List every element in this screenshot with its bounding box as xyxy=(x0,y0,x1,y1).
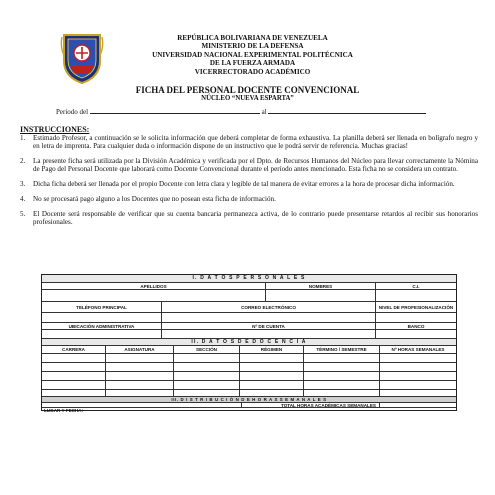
periodo-to-field[interactable] xyxy=(268,107,426,114)
lugar-fecha-row xyxy=(42,408,456,412)
horas-cell[interactable] xyxy=(380,354,456,362)
document-title: FICHA DEL PERSONAL DOCENTE CONVENCIONAL xyxy=(135,85,360,95)
column-header: CARRERA xyxy=(42,346,106,353)
carrera-cell[interactable] xyxy=(42,390,106,396)
document-subtitle: NÚCLEO “NUEVA ESPARTA” xyxy=(201,95,294,102)
header-line: MINISTERIO DE LA DEFENSA xyxy=(201,42,304,51)
horas-cell[interactable] xyxy=(380,363,456,371)
section-personal-header xyxy=(42,275,456,283)
list-item-text: No se procesará pago alguno a los Docentes que no posean esta ficha de información. xyxy=(33,195,276,204)
instructions-list xyxy=(20,134,478,233)
telefono-label: TELÉFONO PRINCIPAL xyxy=(42,302,162,312)
list-item-number: 5. xyxy=(20,210,26,219)
regimen-cell[interactable] xyxy=(240,372,304,380)
list-item-number: 1. xyxy=(20,134,26,142)
table-row[interactable] xyxy=(42,363,456,372)
header-line: UNIVERSIDAD NACIONAL EXPERIMENTAL POLITÉCNICA xyxy=(152,50,353,59)
column-header: TÉRMINO / SEMESTRE xyxy=(304,346,380,353)
termino-cell[interactable] xyxy=(304,390,380,396)
institution-header xyxy=(110,34,395,76)
seccion-cell[interactable] xyxy=(174,372,240,380)
horas-cell[interactable] xyxy=(380,372,456,380)
ci-label: C.I. xyxy=(412,283,420,289)
nombres-label: NOMBRES xyxy=(266,283,376,289)
seccion-cell[interactable] xyxy=(174,354,240,362)
section-title: III. D I S T R I B U C I Ó N D E H O R A S S E M A N A L E S xyxy=(171,397,327,402)
banco-field[interactable] xyxy=(376,330,456,338)
section-title: II. D A T O S D E D O C E N C I A xyxy=(191,338,307,345)
contact-input-row xyxy=(42,313,456,323)
list-item-number: 4. xyxy=(20,195,26,204)
total-horas-field[interactable] xyxy=(380,403,456,407)
apellidos-field[interactable] xyxy=(42,290,266,301)
correo-field[interactable] xyxy=(162,313,376,322)
nivel-label: NIVEL DE PROFESIONALIZACIÓN xyxy=(378,304,454,310)
section-docencia-header xyxy=(42,339,456,346)
names-label-row xyxy=(42,283,456,290)
ubicacion-label: UBICACIÓN ADMINISTRATIVA xyxy=(42,323,162,329)
table-row[interactable] xyxy=(42,354,456,363)
column-header: ASIGNATURA xyxy=(106,346,174,353)
list-item-text: El Docente será responsable de verificar que su cuenta bancaria permanezca activa, de lo contrario puede presentarse retardos al recibir sus honorarios profesionales. xyxy=(33,210,478,227)
list-item-text: Dicha ficha deberá ser llenada por el propio Docente con letra clara y legible de tal manera de evitar errores a la hora de procesar dicha información. xyxy=(33,180,455,189)
horas-cell[interactable] xyxy=(380,381,456,389)
university-logo-icon xyxy=(60,33,104,85)
list-item-text: La presente ficha será utilizada por la División Académica y verificada por el Dpto. de Recursos Humanos del Núcleo para llevar correctamente la Nómina de Pago del Personal Docente que laborará como Docente Convencional durante el período antes mencionado. Esta ficha no se considera un contrato. xyxy=(33,157,478,174)
periodo-to-label: al xyxy=(261,108,267,116)
column-header: Nº HORAS SEMANALES xyxy=(391,347,445,352)
regimen-cell[interactable] xyxy=(240,354,304,362)
column-header: SECCIÓN xyxy=(174,346,240,353)
regimen-cell[interactable] xyxy=(240,390,304,396)
periodo-from-field[interactable] xyxy=(90,107,260,114)
list-item xyxy=(20,210,478,227)
asignatura-cell[interactable] xyxy=(106,363,174,371)
contact-label-row xyxy=(42,302,456,313)
regimen-cell[interactable] xyxy=(240,381,304,389)
list-item-number: 3. xyxy=(20,180,26,189)
ci-field[interactable] xyxy=(376,290,456,301)
seccion-cell[interactable] xyxy=(174,381,240,389)
docencia-header-row xyxy=(42,346,456,354)
nivel-field[interactable] xyxy=(376,313,456,322)
cuenta-label: Nº DE CUENTA xyxy=(162,323,376,329)
ubicacion-field[interactable] xyxy=(42,330,162,338)
column-header: RÉGIMEN xyxy=(240,346,304,353)
list-item xyxy=(20,195,478,203)
header-line: DE LA FUERZA ARMADA xyxy=(209,59,296,68)
carrera-cell[interactable] xyxy=(42,354,106,362)
header-line: REPÚBLICA BOLIVARIANA DE VENEZUELA xyxy=(177,34,328,42)
periodo-row xyxy=(56,107,426,117)
bank-input-row xyxy=(42,330,456,339)
list-item xyxy=(20,157,478,174)
asignatura-cell[interactable] xyxy=(106,390,174,396)
telefono-field[interactable] xyxy=(42,313,162,322)
personal-data-form xyxy=(41,274,457,411)
carrera-cell[interactable] xyxy=(42,363,106,371)
section-title: I. D A T O S P E R S O N A L E S xyxy=(192,275,306,281)
termino-cell[interactable] xyxy=(304,363,380,371)
total-horas-spacer xyxy=(42,403,242,407)
header-line: VICERRECTORADO ACADÉMICO xyxy=(194,67,311,76)
regimen-cell[interactable] xyxy=(240,363,304,371)
nombres-field[interactable] xyxy=(266,290,376,301)
carrera-cell[interactable] xyxy=(42,372,106,380)
asignatura-cell[interactable] xyxy=(106,381,174,389)
asignatura-cell[interactable] xyxy=(106,354,174,362)
periodo-from-label: Periodo del xyxy=(56,108,89,116)
termino-cell[interactable] xyxy=(304,354,380,362)
list-item xyxy=(20,134,478,151)
carrera-cell[interactable] xyxy=(42,381,106,389)
horas-cell[interactable] xyxy=(380,390,456,396)
lugar-fecha-label: LUGAR Y FECHA: xyxy=(44,407,84,413)
seccion-cell[interactable] xyxy=(174,390,240,396)
seccion-cell[interactable] xyxy=(174,363,240,371)
correo-label: CORREO ELECTRÓNICO xyxy=(162,302,376,312)
apellidos-label: APELLIDOS xyxy=(42,283,266,289)
banco-label: BANCO xyxy=(407,323,425,329)
table-row[interactable] xyxy=(42,390,456,397)
bank-label-row xyxy=(42,323,456,330)
termino-cell[interactable] xyxy=(304,372,380,380)
cuenta-field[interactable] xyxy=(162,330,376,338)
instructions-heading: INSTRUCCIONES: xyxy=(20,125,90,134)
table-row[interactable] xyxy=(42,381,456,390)
names-input-row xyxy=(42,290,456,302)
total-horas-label: TOTAL HORAS ACADÉMICAS SEMANALES xyxy=(242,403,380,407)
list-item xyxy=(20,180,478,188)
asignatura-cell[interactable] xyxy=(106,372,174,380)
list-item-text: Estimado Profesor, a continuación se le solicita información que deberá completar de forma exhaustiva. La planilla deberá ser llenada en bolígrafo negro y en letra de imprenta. Para cualquier duda o información dispone de un instructivo que le podrá servir de referencia. Muchas gracias! xyxy=(33,134,478,151)
termino-cell[interactable] xyxy=(304,381,380,389)
table-row[interactable] xyxy=(42,372,456,381)
list-item-number: 2. xyxy=(20,157,26,166)
